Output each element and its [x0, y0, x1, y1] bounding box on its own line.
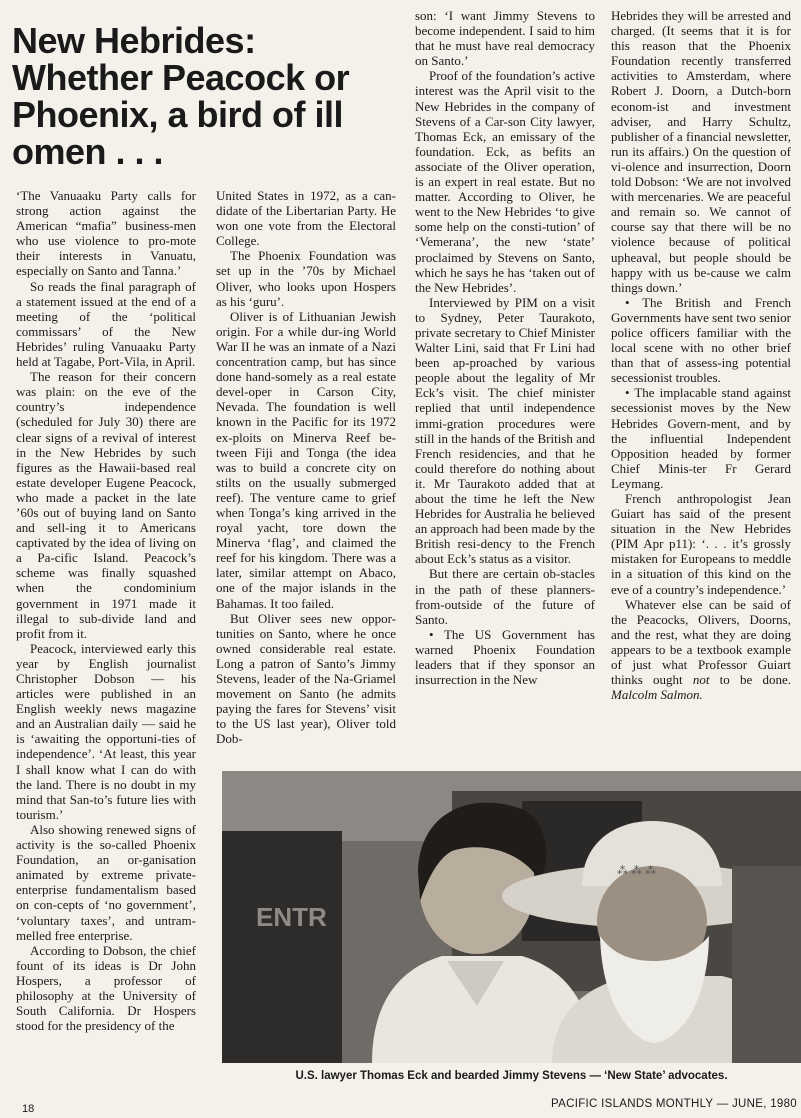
byline: Malcolm Salmon.: [611, 687, 703, 703]
headline: New Hebrides: Whether Peacock or Phoenix, a bird of ill omen . . .: [12, 20, 350, 172]
paragraph: The reason for their concern was plain: on the eve of the country’s independence (scheduled for July 30) there are clear signs of a revival of interest in the New Hebrides by such figures as the Hawaii-based real estate developer Eugene Peacock, who made a packet in the late ’60s out of buying land on Santo and sell-ing it to Americans captivated by the idea of living on a Pa-cific Island. Peacock’s scheme was finally squashed when the condominium government in 1971 made it illegal to sub-divide land and profit from it.: [16, 369, 196, 641]
svg-text:⁂ ⁂ ⁂: ⁂ ⁂ ⁂: [617, 865, 657, 877]
paragraph: • The British and French Governments have sent two senior police officers familiar with the local scene with no other brief than that of assess-ing potential secessionist troubles.: [611, 294, 791, 386]
emphasis: not: [692, 672, 710, 688]
paragraph: Peacock, interviewed early this year by English journalist Christopher Dobson — his articles were published in an English weekly news magazine and an Australian daily — said he is ‘awaiting the opportuni-ties of independence’. ‘At least, this year I shall know what I can do with the land. There is no doubt in my mind that San-to’s future lies with tourism.’: [16, 640, 196, 822]
column-3: [415, 8, 595, 687]
closing-text: Whatever else can be said of the Peacocks, Olivers, Doorns, and the rest, what they are doing appears to be a textbook example of just what Professor Guiart thinks ought: [611, 596, 791, 688]
paragraph: But there are certain ob-stacles in the path of these planners-from-outside of the future of Santo.: [415, 566, 595, 627]
paragraph: United States in 1972, as a can-didate of the Libertarian Party. He won one vote from the Electoral College.: [216, 188, 396, 249]
paragraph: So reads the final paragraph of a statement issued at the end of a meeting of the ‘political commissars’ of the New Hebrides’ ruling Vanuaaku Party held at Tagabe, Port-Vila, in April.: [16, 278, 196, 370]
paragraph: Proof of the foundation’s active interest was the April visit to the New Hebrides in the company of Stevens of a Car-son City lawyer, Thomas Eck, an emissary of the foundation. Eck, as befits an associate of the Oliver operation, is an expert in real estate. But no matter. According to Oliver, he went to the New Hebrides ‘to give some help on the consti-tution’ of ‘Vemerana’, the new ‘state’ proclaimed by Stevens on Santo, which he says he has ‘taken out of the New Hebrides’.: [415, 68, 595, 295]
photo-caption: U.S. lawyer Thomas Eck and bearded Jimmy Stevens — ‘New State’ advocates.: [295, 1070, 728, 1082]
column-1: [16, 188, 196, 1033]
paragraph: The Phoenix Foundation was set up in the ’70s by Michael Oliver, who looks upon Hospers as his ‘guru’.: [216, 248, 396, 309]
paragraph: But Oliver sees new oppor-tunities on Santo, where he once owned considerable real estate. Long a patron of Santo’s Jimmy Stevens, leader of the Na-Griamel movement on Santo (he admits paying the fares for Stevens’ visit to the US last year), Oliver told Dob-: [216, 610, 396, 747]
column-4: [611, 8, 791, 702]
paragraph: French anthropologist Jean Guiart has said of the present situation in the New Hebrides (PIM Apr p11): ‘. . . it’s grossly mistaken for Europeans to meddle in a situation of this kind on the eve of a country’s independence.’: [611, 491, 791, 597]
paragraph: • The implacable stand against secessionist moves by the New Hebrides Govern-ment, and by the influential Independent Opposition headed by former Chief Minis-ter Fr Gerard Leymang.: [611, 385, 791, 491]
column-2: [216, 188, 396, 746]
page-number: 18: [22, 1103, 35, 1115]
magazine-footer: PACIFIC ISLANDS MONTHLY — JUNE, 1980: [551, 1098, 797, 1110]
paragraph: Hebrides they will be arrested and charged. (It seems that it is for this reason that the Phoenix Foundation recently transferred activities to Amsterdam, where Robert J. Doorn, a Dutch-born econom-ist and investment adviser, and Harry Schultz, publisher of a financial newsletter, run its affairs.) On the question of vi-olence and insurrection, Doorn told Dobson: ‘We are not involved with mercenaries. We are peaceful and remain so. We cannot of course say that there will be no violence because of political upheaval, but people should be happy with us be-cause we calm things down.’: [611, 8, 791, 295]
background-sign-text: ENTR: [256, 902, 327, 932]
closing-paragraph: [611, 597, 791, 703]
news-photo: [222, 771, 801, 1063]
paragraph: ‘The Vanuaaku Party calls for strong action against the American “mafia” business-men who use violence to pro-mote their interests in Vanuatu, especially on Santo and Tanna.’: [16, 188, 196, 279]
paragraph: Also showing renewed signs of activity is the so-called Phoenix Foundation, an or-ganisation animated by extreme private-enterprise fundamentalism based on con-cepts of ‘no government’, ‘voluntary taxes’, and untram-melled free enterprise.: [16, 821, 196, 943]
paragraph: • The US Government has warned Phoenix Foundation leaders that if they sponsor an insurrection in the New: [415, 626, 595, 688]
paragraph: son: ‘I want Jimmy Stevens to become independent. I said to him that he must have real democracy on Santo.’: [415, 8, 595, 69]
paragraph: Interviewed by PIM on a visit to Sydney, Peter Taurakoto, private secretary to Chief Minister Walter Lini, said that Fr Lini had been ap-proached by various people about the legality of Mr Eck’s visit. The chief minister replied that until independence immi-gration procedures were still in the hands of the British and French residencies, and that he could therefore do nothing about it. Mr Taurakoto added that at about the time he left the New Hebrides for Australia he believed an approach had been made by the British resi-dency to the French about Eck’s status as a visitor.: [415, 294, 595, 567]
paragraph: Oliver is of Lithuanian Jewish origin. For a while dur-ing World War II he was an inmate of a Nazi concentration camp, but has since done hand-somely as a real estate devel-oper in Carson City, Nevada. The foundation is well known in the Pacific for its 1972 ex-ploits on Minerva Reef be-tween Fiji and Tonga (the idea was to build a concrete city on stilts on the usually submerged reef). The venture came to grief when Tonga’s king arrived in the royal yacht, tore down the Minerva ‘flag’, and claimed the reef for his kingdom. There was a later, similar attempt on Abaco, one of the major islands in the Bahamas. It too failed.: [216, 308, 396, 611]
paragraph: According to Dobson, the chief fount of its ideas is Dr John Hospers, a professor of philosophy at the University of South California. Dr Hospers stood for the presidency of the: [16, 942, 196, 1034]
closing-text-end: to be done.: [709, 672, 791, 688]
